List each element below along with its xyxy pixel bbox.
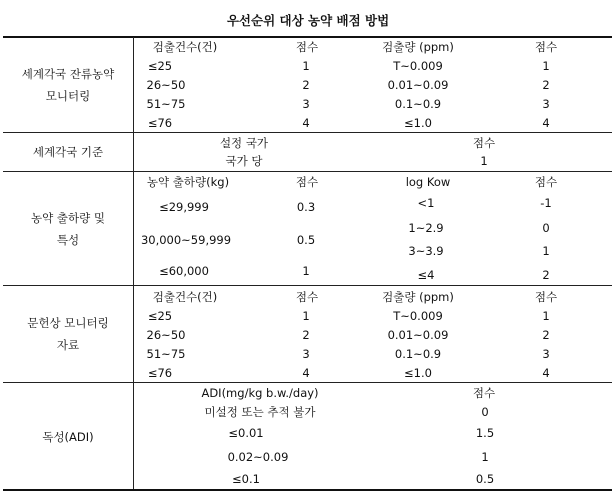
table-cell: 0 [481,405,489,419]
table-cell: ≤76 [147,366,173,380]
table-cell: 1 [481,450,489,464]
table-cell: 미설정 또는 추적 불가 [204,405,316,419]
table-cell: 3 [302,347,310,361]
table-cell: ≤1.0 [404,366,432,380]
table-cell: 4 [302,366,310,380]
table-cell: 1 [302,59,310,73]
table-cell: -1 [540,196,552,210]
table-cell: ≤0.01 [228,426,264,440]
rule-bottom [3,489,612,491]
table-cell: 26~50 [146,78,186,92]
table-cell: ≤4 [417,268,435,282]
table-cell: 2 [542,328,550,342]
table-cell: 1 [480,154,488,168]
table-cell: 0.01~0.09 [387,78,449,92]
category-line: 농약 출하량 및 [31,211,105,225]
table-cell: 국가 당 [225,154,263,168]
table-cell: 1 [542,244,550,258]
table-cell: 2 [542,268,550,282]
header-score: 점수 [534,290,558,304]
table-cell: 26~50 [146,328,186,342]
table-cell: 0.5 [475,472,495,486]
table-cell: 0.5 [296,233,316,247]
table-cell: ≤25 [147,309,173,323]
table-cell: 30,000~59,999 [140,233,232,247]
table-cell: 51~75 [146,97,186,111]
header-detection-count: 검출건수(건) [152,40,218,54]
table-cell: 1 [302,264,310,278]
header-detection-count: 검출건수(건) [152,290,218,304]
header-score: 점수 [295,40,319,54]
header-score: 점수 [472,386,496,400]
table-title: 우선순위 대상 농약 배점 방법 [226,13,390,28]
header-score: 점수 [295,290,319,304]
header-detection-amount: 검출량 (ppm) [382,290,454,304]
rule-section-1-end [3,132,612,133]
table-cell: 0.1~0.9 [394,97,442,111]
table-cell: T~0.009 [393,59,443,73]
header-score: 점수 [472,136,496,150]
rule-section-3-end [3,285,612,286]
category-line: 세계각국 잔류농약 [21,67,115,81]
table-cell: ≤29,999 [159,200,209,214]
section-category-label [27,312,108,356]
header-score: 점수 [534,175,558,189]
table-cell: T~0.009 [393,309,443,323]
table-cell: ≤60,000 [159,264,209,278]
table-cell: <1 [417,196,435,210]
section-category-label [31,207,105,251]
category-divider [133,37,134,489]
rule-section-4-end [3,382,612,383]
category-line: 특성 [56,233,80,247]
table-cell: 2 [302,78,310,92]
table-cell: ≤0.1 [232,472,260,486]
table-cell: 0.3 [296,200,316,214]
header-shipment-kg: 농약 출하량(kg) [146,175,230,189]
table-cell: 1.5 [475,426,495,440]
table-cell: 3 [542,347,550,361]
category-line: 문헌상 모니터링 [27,316,109,330]
header-set-country: 설정 국가 [219,136,269,150]
table-cell: 0.01~0.09 [387,328,449,342]
table-cell: 3 [302,97,310,111]
rule-section-2-end [3,171,612,172]
table-cell: 2 [542,78,550,92]
section-category-label: 독성(ADI) [42,430,94,444]
header-adi: ADI(mg/kg b.w./day) [201,386,319,400]
header-detection-amount: 검출량 (ppm) [382,40,454,54]
section-category-label [22,63,115,107]
table-cell: 0.02~0.09 [227,450,289,464]
header-log-kow: log Kow [405,175,451,189]
table-cell: 1 [542,309,550,323]
category-line: 모니터링 [45,89,91,103]
table-cell: ≤1.0 [404,116,432,130]
table-cell: 4 [542,366,550,380]
table-cell: ≤76 [147,116,173,130]
table-cell: ≤25 [147,59,173,73]
table-cell: 4 [302,116,310,130]
table-cell: 1~2.9 [408,221,444,235]
category-line: 자료 [56,338,80,352]
table-cell: 0 [542,221,550,235]
table-cell: 3 [542,97,550,111]
header-score: 점수 [534,40,558,54]
table-cell: 4 [542,116,550,130]
rule-top [3,36,612,38]
header-score: 점수 [295,175,319,189]
table-cell: 0.1~0.9 [394,347,442,361]
table-cell: 1 [302,309,310,323]
table-cell: 1 [542,59,550,73]
table-cell: 2 [302,328,310,342]
table-cell: 51~75 [146,347,186,361]
section-category-label: 세계각국 기준 [32,145,104,159]
table-cell: 3~3.9 [408,244,444,258]
